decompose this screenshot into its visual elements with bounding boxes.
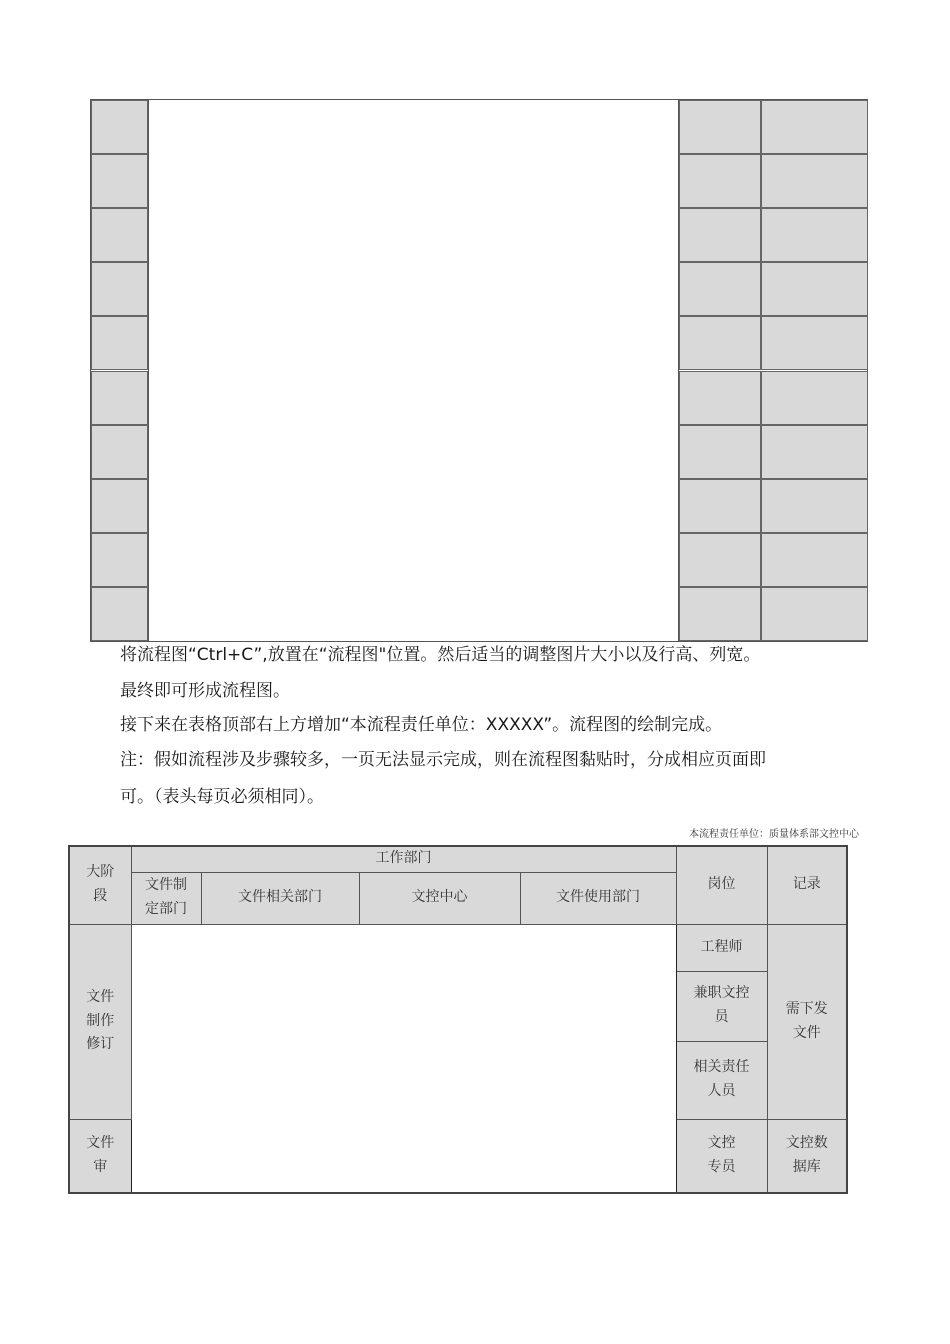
grid-cell-mid — [679, 262, 761, 316]
grid-cell-right — [761, 533, 868, 587]
grid-cell-right — [761, 425, 868, 479]
table-responsibility-caption: 本流程责任单位：质量体系部文控中心 — [689, 829, 859, 840]
record-issued-docs: 需下发 文件 — [767, 924, 847, 1119]
grid-cell-mid — [679, 208, 761, 262]
post-engineer: 工程师 — [676, 924, 767, 971]
grid-cell-mid — [679, 154, 761, 208]
post-part-time-controller: 兼职文控 员 — [676, 971, 767, 1041]
grid-cell-left — [91, 479, 148, 533]
grid-cell-left — [91, 316, 148, 370]
grid-cell-left — [91, 533, 148, 587]
stage-create-revise: 文件 制作 修订 — [69, 924, 131, 1119]
grid-cell-left — [91, 154, 148, 208]
stage-review: 文件 审 — [69, 1119, 131, 1193]
instruction-note-line-2: 可。（表头每页必须相同）。 — [120, 787, 324, 807]
grid-cell-right — [761, 100, 868, 154]
stage-header: 大阶 段 — [69, 846, 131, 924]
grid-cell-mid — [679, 425, 761, 479]
grid-cell-mid — [679, 533, 761, 587]
post-header: 岗位 — [676, 846, 767, 924]
grid-cell-left — [91, 208, 148, 262]
grid-cell-right — [761, 262, 868, 316]
flowchart-area — [131, 924, 676, 1193]
dept-col-user: 文件使用部门 — [520, 872, 676, 924]
grid-cell-right — [761, 371, 868, 425]
post-doc-controller: 文控 专员 — [676, 1119, 767, 1193]
instruction-line-2: 最终即可形成流程图。 — [120, 681, 290, 701]
flowchart-placeholder-area — [148, 100, 679, 641]
process-table — [68, 845, 848, 1194]
grid-cell-left — [91, 587, 148, 641]
grid-cell-mid — [679, 479, 761, 533]
instruction-line-1: 将流程图“Ctrl+C”,放置在“流程图"位置。然后适当的调整图片大小以及行高、列宽。 — [120, 645, 761, 665]
dept-col-related: 文件相关部门 — [201, 872, 359, 924]
record-header: 记录 — [767, 846, 847, 924]
flowchart-template-grid — [90, 99, 868, 642]
grid-cell-right — [761, 208, 868, 262]
dept-header: 工作部门 — [131, 846, 676, 872]
grid-cell-left — [91, 262, 148, 316]
grid-cell-right — [761, 316, 868, 370]
instruction-line-3: 接下来在表格顶部右上方增加“本流程责任单位：XXXXX”。流程图的绘制完成。 — [120, 715, 723, 735]
record-doc-database: 文控数 据库 — [767, 1119, 847, 1193]
grid-cell-left — [91, 371, 148, 425]
post-responsible-person: 相关责任 人员 — [676, 1041, 767, 1119]
grid-cell-mid — [679, 587, 761, 641]
grid-cell-right — [761, 587, 868, 641]
grid-cell-mid — [679, 100, 761, 154]
dept-col-doc-control: 文控中心 — [359, 872, 520, 924]
grid-cell-right — [761, 154, 868, 208]
grid-cell-left — [91, 425, 148, 479]
grid-cell-left — [91, 100, 148, 154]
grid-cell-mid — [679, 316, 761, 370]
grid-cell-right — [761, 479, 868, 533]
instruction-note-line-1: 注：假如流程涉及步骤较多，一页无法显示完成，则在流程图黏贴时，分成相应页面即 — [120, 750, 766, 770]
dept-col-drafting: 文件制 定部门 — [131, 872, 201, 924]
grid-cell-mid — [679, 371, 761, 425]
